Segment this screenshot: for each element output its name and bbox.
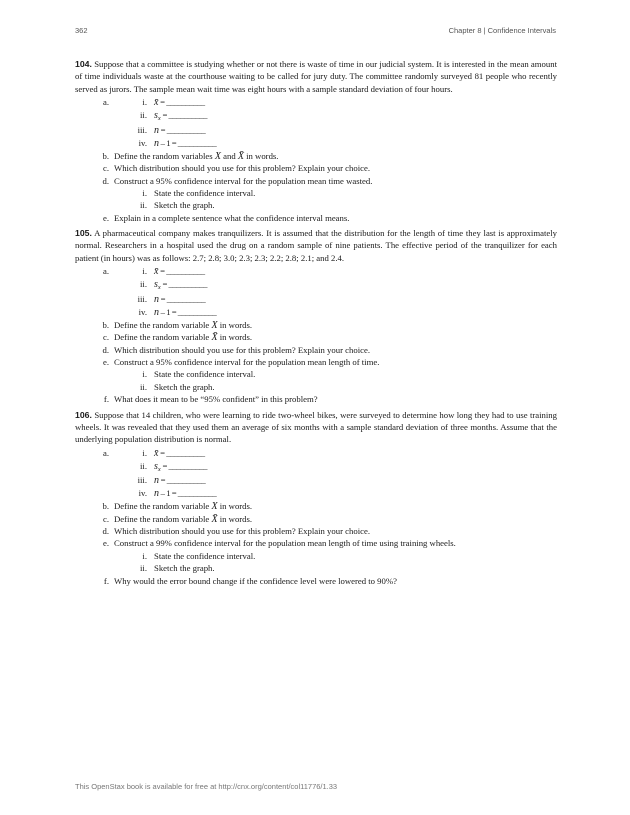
math-variable: X — [214, 150, 221, 162]
page-number: 362 — [75, 26, 88, 35]
subitem-label: i. — [142, 97, 147, 108]
answer-blank-row — [75, 109, 557, 124]
part-text-start: Define the random variable — [114, 319, 212, 330]
math-variable: X̄ — [211, 332, 218, 344]
part-text — [114, 162, 370, 174]
part-text — [114, 344, 370, 356]
part-text-start: Construct a 95% confidence interval for the population mean length of time. — [114, 356, 380, 367]
part-text-start: Construct a 95% confidence interval for the population mean time wasted. — [114, 175, 373, 186]
exercise-problem — [75, 58, 557, 224]
math-symbol: n — [154, 475, 159, 487]
part-label: c. — [102, 163, 109, 174]
subitem-expression — [154, 137, 216, 150]
part-text-start: Explain in a complete sentence what the confidence interval means. — [114, 212, 350, 223]
subitem-text: Sketch the graph. — [154, 381, 215, 392]
subitem-expression — [154, 474, 205, 487]
part-text-start: Which distribution should you use for this problem? Explain your choice. — [114, 163, 370, 174]
part-text-start: Define the random variable — [114, 501, 212, 512]
sub-question — [75, 199, 557, 211]
sub-question — [75, 381, 557, 393]
question-part — [75, 162, 557, 174]
part-label: d. — [102, 526, 109, 537]
problem-number: 106. — [75, 409, 92, 420]
part-label: c. — [102, 513, 109, 524]
answer-blank: = __________ — [158, 447, 205, 458]
math-subscript: x — [157, 115, 161, 123]
subitem-label: ii. — [140, 460, 147, 471]
answer-blank: – 1 = __________ — [159, 306, 217, 317]
subitem-label: i. — [142, 369, 147, 380]
math-symbol: s — [154, 279, 158, 291]
part-text — [114, 150, 278, 163]
subitem-expression — [154, 447, 205, 460]
part-text-start: Construct a 99% confidence interval for the population mean length of time using training wheels. — [114, 538, 456, 549]
part-text-end: in words. — [217, 513, 253, 524]
part-label: d. — [102, 344, 109, 355]
part-label: d. — [102, 175, 109, 186]
part-label: b. — [102, 150, 109, 161]
part-label: f. — [103, 575, 109, 586]
problem-number: 105. — [75, 228, 92, 239]
subitem-label: ii. — [140, 381, 147, 392]
exercise-list — [75, 58, 557, 590]
math-symbol: n — [154, 488, 159, 500]
part-text-end: in words. — [243, 150, 279, 161]
subitem-text: Sketch the graph. — [154, 200, 215, 211]
answer-blank-row — [75, 474, 557, 487]
exercise-problem — [75, 409, 557, 587]
math-variable: X — [211, 501, 218, 513]
subitem-text: State the confidence interval. — [154, 369, 256, 380]
subitem-label: iv. — [138, 488, 147, 499]
part-label: e. — [102, 212, 109, 223]
answer-blank-row — [75, 137, 557, 150]
part-label: c. — [102, 332, 109, 343]
math-symbol: n — [154, 137, 159, 149]
part-text — [114, 175, 372, 187]
subitem-label: iii. — [137, 475, 147, 486]
math-variable: X̄ — [237, 150, 244, 162]
subitem-label: i. — [142, 550, 147, 561]
answer-blank: = __________ — [158, 97, 205, 108]
question-part — [75, 575, 557, 587]
part-text-mid: and — [220, 150, 238, 161]
question-part — [75, 150, 557, 162]
part-label: e. — [102, 538, 109, 549]
math-subscript: x — [157, 465, 161, 473]
sub-question — [75, 187, 557, 199]
answer-blank: – 1 = __________ — [159, 488, 217, 499]
answer-blank-row — [75, 278, 557, 293]
subitem-label: iii. — [137, 293, 147, 304]
subitem-text: State the confidence interval. — [154, 550, 256, 561]
subitem-label: iv. — [138, 306, 147, 317]
part-text — [114, 500, 252, 513]
answer-blank-row — [75, 96, 557, 109]
part-text — [114, 525, 370, 537]
part-text-start: Which distribution should you use for this problem? Explain your choice. — [114, 344, 370, 355]
part-label: e. — [102, 356, 109, 367]
question-part — [75, 331, 557, 343]
question-part — [75, 513, 557, 525]
subitem-expression — [154, 265, 205, 278]
problem-number: 104. — [75, 59, 92, 69]
answer-blank: = __________ — [159, 293, 206, 304]
problem-statement — [75, 227, 557, 264]
question-part — [75, 212, 557, 224]
part-text — [114, 513, 252, 526]
part-text — [114, 212, 349, 224]
subitem-label: ii. — [140, 563, 147, 574]
answer-blank: = __________ — [160, 110, 207, 121]
subitem-expression — [154, 124, 205, 137]
question-part — [75, 175, 557, 187]
subitem-expression — [154, 96, 205, 109]
part-text-start: Define the random variable — [114, 513, 212, 524]
part-text — [114, 356, 379, 368]
math-subscript: x — [157, 284, 161, 292]
subitem-label: i. — [142, 187, 147, 198]
subitem-text: Sketch the graph. — [154, 563, 215, 574]
answer-blank-row — [75, 447, 557, 460]
page-footer: This OpenStax book is available for free at http://cnx.org/content/col11776/1.33 — [75, 782, 338, 791]
part-text — [114, 319, 252, 332]
answer-blank-row — [75, 293, 557, 306]
answer-blank: – 1 = __________ — [159, 137, 217, 148]
answer-blank-row — [75, 487, 557, 500]
answer-blank-row — [75, 124, 557, 137]
answer-blank-row — [75, 265, 557, 278]
part-text-end: in words. — [217, 319, 253, 330]
part-text-start: Define the random variable — [114, 332, 212, 343]
subitem-label: ii. — [140, 279, 147, 290]
part-text — [114, 537, 456, 549]
math-symbol: x̄ — [154, 266, 159, 278]
problem-statement — [75, 58, 557, 95]
answer-blank: = __________ — [160, 279, 207, 290]
question-part — [75, 319, 557, 331]
subitem-expression — [154, 487, 216, 500]
part-text-end: in words. — [217, 332, 253, 343]
subitem-text: State the confidence interval. — [154, 187, 256, 198]
math-variable: X̄ — [211, 513, 218, 525]
part-text — [114, 575, 397, 587]
subitem-expression — [154, 306, 216, 319]
math-symbol: n — [154, 124, 159, 136]
math-symbol: x̄ — [154, 447, 159, 459]
sub-question — [75, 550, 557, 562]
question-part — [75, 393, 557, 405]
math-symbol: s — [154, 110, 158, 122]
part-text — [114, 331, 252, 344]
question-part — [75, 344, 557, 356]
problem-statement — [75, 409, 557, 446]
math-symbol: x̄ — [154, 97, 159, 109]
answer-blank: = __________ — [158, 266, 205, 277]
exercise-problem — [75, 227, 557, 405]
problem-text: Suppose that 14 children, who were learning to ride two-wheel bikes, were surveyed to determine how long they had to use training wheels. It was revealed that they used them an average of six months with a sample standard deviation of three months. Assume that the underlying population distribution is normal. — [75, 409, 557, 445]
answer-blank-row — [75, 306, 557, 319]
subitem-label: ii. — [140, 200, 147, 211]
subitem-label: iv. — [138, 137, 147, 148]
math-symbol: n — [154, 293, 159, 305]
subitem-label: i. — [142, 447, 147, 458]
part-text-start: Which distribution should you use for this problem? Explain your choice. — [114, 526, 370, 537]
answer-blank-row — [75, 460, 557, 475]
part-label: b. — [102, 501, 109, 512]
question-part — [75, 356, 557, 368]
question-part — [75, 500, 557, 512]
chapter-title: Chapter 8 | Confidence Intervals — [448, 26, 556, 35]
subitem-label: ii. — [140, 110, 147, 121]
problem-text: A pharmaceutical company makes tranquilizers. It is assumed that the distribution for the length of time they last is approximately normal. Researchers in a hospital used the drug on a random sample of nine patients. The effective period of the tranquilizer for each patient (in hours) was as follows: 2.7; 2.8; 3.0; 2.3; 2.3; 2.2; 2.8; 2.1; and 2.4. — [75, 228, 557, 263]
part-text-start: Why would the error bound change if the confidence level were lowered to 90%? — [114, 575, 397, 586]
part-label: a. — [102, 447, 109, 458]
math-variable: X — [211, 319, 218, 331]
part-label: a. — [102, 266, 109, 277]
part-label: b. — [102, 319, 109, 330]
question-part — [75, 525, 557, 537]
part-text-end: in words. — [217, 501, 253, 512]
answer-blank: = __________ — [160, 460, 207, 471]
part-text-start: Define the random variables — [114, 150, 215, 161]
part-label: f. — [103, 394, 109, 405]
subitem-expression — [154, 293, 205, 306]
question-part — [75, 537, 557, 549]
subitem-label: i. — [142, 266, 147, 277]
sub-question — [75, 368, 557, 380]
answer-blank: = __________ — [159, 124, 206, 135]
math-symbol: s — [154, 460, 158, 472]
part-text — [114, 393, 318, 405]
answer-blank: = __________ — [159, 475, 206, 486]
sub-question — [75, 562, 557, 574]
subitem-label: iii. — [137, 124, 147, 135]
math-symbol: n — [154, 306, 159, 318]
part-text-start: What does it mean to be “95% confident” in this problem? — [114, 394, 318, 405]
part-label: a. — [102, 97, 109, 108]
problem-text: Suppose that a committee is studying whether or not there is waste of time in our judicial system. It is interested in the mean amount of time individuals waste at the courthouse waiting to be called for jury duty. The committee randomly surveyed 81 people who recently served as jurors. The sample mean wait time was eight hours with a sample standard deviation of four hours. — [75, 59, 557, 94]
